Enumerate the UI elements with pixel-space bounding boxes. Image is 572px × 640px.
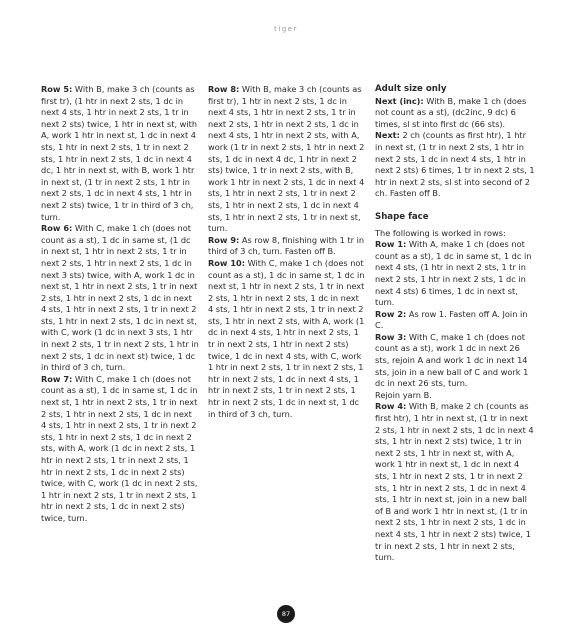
pattern-row-7 — [41, 374, 199, 525]
row-text: With A, make 1 ch (does not count as a st), 1 dc in same st, 1 dc in next 4 sts, (1 htr in next 2 sts, 1 tr in next 2 sts, 1 htr in next 2 sts, 1 dc in next 4 sts) 6 times, 1 dc in next st, turn. — [375, 239, 532, 308]
row-label: Next: — [375, 130, 400, 141]
row-text: With C, make 1 ch (does not count as a st), 1 dc in same st, (1 dc in next st, 1 htr in next 2 sts, 1 tr in next 2 sts, 1 htr in next 2 sts, 1 dc in next 3 sts) twice, with A, work 1 dc in next st, 1 htr in next 2 sts, 1 tr in next 2 sts, 1 htr in next 2 sts, 1 dc in next 4 sts, 1 htr in next 2 sts, 1 tr in next 2 sts, 1 htr in next 2 sts, 1 dc in next st, with C, work (1 dc in next 3 sts, 1 htr in next 2 sts, 1 tr in next 2 sts, 1 htr in next 2 sts, 1 dc in next st) twice, 1 dc in third of 3 ch, turn. — [41, 223, 199, 373]
row-text: With B, make 3 ch (counts as first tr), (1 htr in next 2 sts, 1 dc in next 4 sts, 1 htr in next 2 sts, 1 tr in next 2 sts) twice, 1 htr in next st, with A, work 1 htr in next st, 1 dc in next 4 sts, 1 htr in next 2 sts, 1 tr in next 2 sts, 1 htr in next 2 sts, 1 dc in next 4 dc, 1 htr in next st, with B, work 1 htr in next st, (1 tr in next 2 sts, 1 htr in next 2 sts, 1 dc in next 4 sts, 1 htr in next 2 sts) twice, 1 tr in third of 3 ch, turn. — [41, 84, 198, 222]
pattern-row-3 — [375, 332, 535, 390]
pattern-row-5 — [41, 84, 199, 223]
shape-intro: The following is worked in rows: — [375, 227, 506, 238]
row-label: Row 5: — [41, 84, 73, 94]
text-column-3 — [375, 84, 535, 564]
row-label: Next (inc): — [375, 95, 424, 106]
pattern-row-6 — [41, 223, 199, 374]
row-label: Row 8: — [208, 84, 240, 94]
pattern-row-4 — [375, 401, 535, 563]
section-heading-adult-size: Adult size only — [375, 84, 447, 94]
running-title: tiger — [274, 25, 298, 33]
row-text: With C, make 1 ch (does not count as a st), 1 dc in same st, 1 dc in next st, 1 htr in next 2 sts, 1 tr in next 2 sts, 1 htr in next 2 sts, 1 dc in next 4 sts, 1 htr in next 2 sts, 1 tr in next 2 sts, 1 htr in next 2 sts, 1 dc in next 2 sts, with A, work (1 dc in next 2 sts, 1 htr in next 2 sts, 1 tr in next 2 sts, 1 htr in next 2 sts, 1 dc in next 2 sts) twice, with C, work (1 dc in next 2 sts, 1 htr in next 2 sts, 1 tr in next 2 sts, 1 htr in next 2 sts, 1 dc in next 2 sts) twice, turn. — [41, 373, 198, 523]
row-text: With B, make 2 ch (counts as first htr), 1 htr in next st, (1 tr in next 2 sts, 1 htr in next 2 sts, 1 dc in next 4 sts, 1 htr in next 2 sts) twice, 1 tr in next 2 sts, 1 htr in next st, with A, work 1 htr in next st, 1 dc in next 4 sts, 1 htr in next 2 sts, 1 tr in next 2 sts, 1 htr in next 2 sts, 1 dc in next 4 sts, 1 htr in next st, join in a new ball of B and work 1 htr in next st, (1 tr in next 2 sts, 1 htr in next 2 sts, 1 dc in next 4 sts, 1 htr in next 2 sts) twice, 1 tr in next 2 sts, 1 htr in next 2 sts, turn. — [375, 401, 534, 563]
row-text: With B, make 3 ch (counts as first tr), 1 htr in next 2 sts, 1 dc in next 4 sts, 1 htr in next 2 sts, 1 tr in next 2 sts, 1 htr in next 2 sts, 1 dc in next 4 sts, 1 htr in next 2 sts, with A, work (1 tr in next 2 sts, 1 htr in next 2 sts, 1 dc in next 4 dc, 1 htr in next 2 sts) twice, 1 tr in next 2 sts, with B, work 1 htr in next 2 sts, 1 dc in next 4 sts, 1 htr in next 2 sts, 1 tr in next 2 sts, 1 htr in next 2 sts, 1 dc in next 4 sts, 1 htr in next 2 sts, 1 tr in next st, turn. — [208, 84, 365, 234]
row-text: As row 8, finishing with 1 tr in third of 3 ch, turn. Fasten off B. — [208, 234, 365, 257]
text-column-1 — [41, 84, 199, 525]
row-text: With B, make 1 ch (does not count as a st), (dc2inc, 9 dc) 6 times, sl st into first dc (66 sts). — [375, 95, 527, 129]
row-label: Row 9: — [208, 234, 240, 245]
row-label: Row 10: — [208, 257, 246, 268]
pattern-row-next-inc — [375, 96, 535, 131]
row-label: Row 3: — [375, 331, 407, 342]
pattern-row-9 — [208, 235, 366, 258]
row-label: Row 1: — [375, 239, 407, 250]
row-text: 2 ch (counts as first htr), 1 htr in next st, (1 tr in next 2 sts, 1 htr in next 2 sts, 1 dc in next 4 sts, 1 htr in next 2 sts) 6 times, 1 tr in next 2 sts, 1 htr in next 2 sts, sl st into second of 2 ch. Fasten off B. — [375, 130, 535, 199]
text-column-2 — [208, 84, 366, 420]
pattern-row-1 — [375, 239, 535, 309]
pattern-row-8 — [208, 84, 366, 235]
pattern-row-10 — [208, 258, 366, 420]
row-text: With C, make 1 ch (does not count as a st), work 1 dc in next 26 sts, rejoin A and work 1 dc in next 14 sts, join in a new ball of C and work 1 dc in next 26 sts, turn. — [375, 331, 529, 389]
pattern-row-2 — [375, 309, 535, 332]
rejoin-note: Rejoin yarn B. — [375, 389, 432, 400]
page-number-badge: 87 — [277, 605, 295, 623]
row-label: Row 7: — [41, 373, 73, 384]
row-label: Row 6: — [41, 223, 73, 234]
pattern-row-next — [375, 130, 535, 200]
row-label: Row 4: — [375, 401, 407, 412]
row-label: Row 2: — [375, 308, 407, 319]
row-text: As row 1. Fasten off A. Join in C. — [375, 308, 528, 331]
section-heading-shape-face: Shape face — [375, 211, 429, 222]
row-text: With C, make 1 ch (does not count as a st), 1 dc in same st, 1 dc in next st, 1 htr in next 2 sts, 1 tr in next 2 sts, 1 htr in next 2 sts, 1 dc in next 4 sts, 1 htr in next 2 sts, 1 tr in next 2 sts, 1 htr in next 2 sts, with A, work (1 dc in next 4 sts, 1 htr in next 2 sts, 1 tr in next 2 sts, 1 htr in next 2 sts) twice, 1 dc in next 4 sts, with C, work 1 htr in next 2 sts, 1 tr in next 2 sts, 1 htr in next 2 sts, 1 dc in next 4 sts, 1 htr in next 2 sts, 1 tr in next 2 sts, 1 htr in next 2 sts, 1 dc in next st, 1 dc in third of 3 ch, turn. — [208, 257, 365, 419]
